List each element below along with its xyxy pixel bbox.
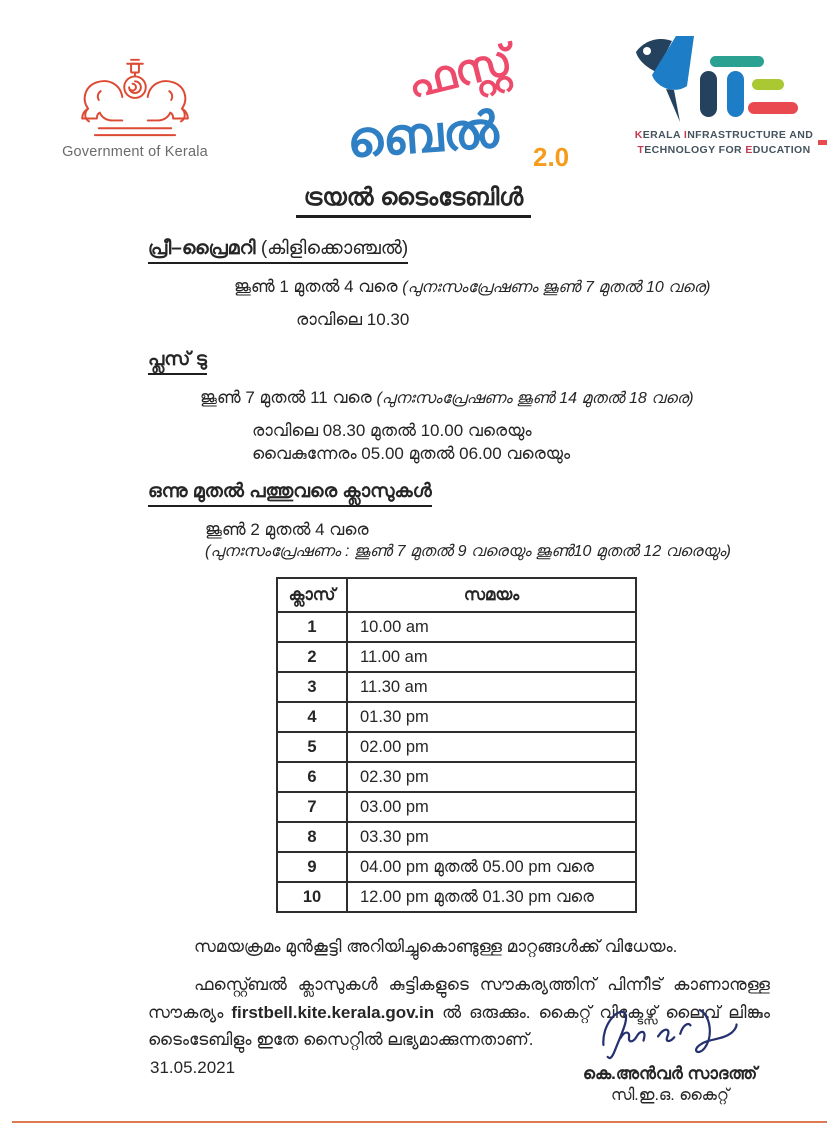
column-header-class: ക്ലാസ് xyxy=(277,578,347,612)
table-row xyxy=(277,852,636,882)
time-cell: 12.00 pm മുതൽ 01.30 pm വരെ xyxy=(347,882,636,912)
section-heading-bold: ഒന്നു മുതൽ പത്തുവരെ ക്ലാസുകൾ xyxy=(148,481,432,502)
schedule-time: രാവിലെ 08.30 മുതൽ 10.00 വരെയും xyxy=(252,421,532,440)
time-cell: 10.00 am xyxy=(347,612,636,642)
table-row xyxy=(277,732,636,762)
table-row xyxy=(277,612,636,642)
time-cell: 11.00 am xyxy=(347,642,636,672)
time-cell: 02.30 pm xyxy=(347,762,636,792)
timetable xyxy=(276,577,637,913)
table-header-row xyxy=(277,578,636,612)
table-row xyxy=(277,822,636,852)
class-cell: 7 xyxy=(277,792,347,822)
time-cell: 03.00 pm xyxy=(347,792,636,822)
table-row xyxy=(277,792,636,822)
kite-e-bottom-bar xyxy=(748,102,798,114)
section-heading-normal: (കിളിക്കൊഞ്ചൽ) xyxy=(255,238,409,259)
table-row xyxy=(277,882,636,912)
document-title-text: ട്രയൽ ടൈംടേബിൾ xyxy=(296,184,532,218)
time-cell: 03.30 pm xyxy=(347,822,636,852)
first-bell-logo xyxy=(345,35,595,182)
section-heading xyxy=(148,481,432,507)
schedule-line xyxy=(148,388,770,408)
class-cell: 10 xyxy=(277,882,347,912)
signature-icon xyxy=(570,998,770,1062)
first-bell-word2: ബെൽ xyxy=(345,101,501,169)
class-cell: 8 xyxy=(277,822,347,852)
kite-caption-text: ERALA xyxy=(642,129,684,141)
note-availability-text: ഫസ്റ്റ്ബെൽ ക്ലാസുകൾ കുട്ടികളുടെ സൗകര്യത്തിന് പിന്നീട് കാണാനുള്ള സൗകര്യം xyxy=(148,975,770,1022)
kite-k-glyph-icon xyxy=(634,36,700,124)
class-cell: 9 xyxy=(277,852,347,882)
section-heading-bold: പ്രീ–പ്രൈമറി xyxy=(148,238,256,259)
schedule-dates: ജൂൺ 2 മുതൽ 4 വരെ xyxy=(205,520,369,539)
document-body xyxy=(148,238,770,1054)
kite-logo xyxy=(628,34,820,158)
kerala-government-emblem-icon xyxy=(70,52,200,140)
table-row xyxy=(277,702,636,732)
time-cell: 02.00 pm xyxy=(347,732,636,762)
class-cell: 2 xyxy=(277,642,347,672)
schedule-line xyxy=(148,277,770,297)
kite-e-middle-bar xyxy=(752,79,784,90)
kite-caption-text: ECHNOLOGY FOR xyxy=(644,144,746,157)
kite-caption-initial: E xyxy=(745,144,753,157)
signatory-name: കെ.അൻവർ സാദത്ത് xyxy=(582,1064,758,1083)
class-cell: 1 xyxy=(277,612,347,642)
rebroadcast-note: (പുനഃസംപ്രേഷണം : ജൂൺ 7 മുതൽ 9 വരെയും ജൂൺ10 മുതൽ 12 വരെയും) xyxy=(205,543,731,560)
note-subject-to-change: സമയക്രമം മുൻകൂട്ടി അറിയിച്ചുകൊണ്ടുള്ള മാറ്റങ്ങൾക്ക് വിധേയം. xyxy=(194,937,678,956)
kite-logo-icon xyxy=(628,34,820,122)
document-title xyxy=(0,184,827,218)
time-cell: 11.30 am xyxy=(347,672,636,702)
signatory-role: സി.ഇ.ഒ. കൈറ്റ് xyxy=(610,1087,730,1104)
signature-block xyxy=(540,998,800,1105)
kite-t-top-bar xyxy=(710,56,764,67)
schedule-dates: ജൂൺ 7 മുതൽ 11 വരെ xyxy=(200,388,377,407)
time-cell: 01.30 pm xyxy=(347,702,636,732)
kite-caption xyxy=(628,128,820,158)
first-bell-version: 2.0 xyxy=(533,142,570,172)
note-availability-text: ൽ ഒരുക്കും. കൈറ്റ് വിക്ടേഴ്സ് ലൈവ് ലിങ്കും ടൈംടേബിളും ഇതേ സൈറ്റിൽ ലഭ്യമാക്കുന്നതാണ്. xyxy=(148,1002,770,1050)
government-of-kerala-label: Government of Kerala xyxy=(62,144,208,160)
schedule-time: രാവിലെ 10.30 xyxy=(296,310,410,329)
schedule-dates: ജൂൺ 1 മുതൽ 4 വരെ xyxy=(234,277,403,296)
schedule-time: വൈകുന്നേരം 05.00 മുതൽ 06.00 വരെയും xyxy=(252,444,571,463)
section-heading-bold: പ്ലസ് ടു xyxy=(148,349,207,370)
kite-i-bar xyxy=(700,71,717,117)
kite-caption-text: DUCATION xyxy=(752,144,811,157)
kite-t-stem-bar xyxy=(727,71,744,117)
first-bell-word1: ഫസ്റ്റ് xyxy=(402,35,517,108)
kite-caption-initial: I xyxy=(683,129,688,141)
site-link[interactable]: firstbell.kite.kerala.gov.in xyxy=(231,1002,435,1022)
column-header-time: സമയം xyxy=(347,578,636,612)
section-classes-1-10 xyxy=(148,481,770,561)
issue-date: 31.05.2021 xyxy=(150,1058,236,1077)
kite-caption-initial: K xyxy=(634,129,643,141)
bottom-rule xyxy=(12,1121,827,1123)
section-heading xyxy=(148,238,408,264)
class-cell: 3 xyxy=(277,672,347,702)
rebroadcast-note: (പുനഃസംപ്രേഷണം ജൂൺ 7 മുതൽ 10 വരെ) xyxy=(402,279,711,296)
government-of-kerala-block xyxy=(40,52,230,160)
section-pre-primary xyxy=(148,238,770,330)
kite-caption-text: NFRASTRUCTURE AND xyxy=(687,129,814,141)
kite-caption-initial: T xyxy=(637,144,645,157)
time-cell: 04.00 pm മുതൽ 05.00 pm വരെ xyxy=(347,852,636,882)
table-row xyxy=(277,762,636,792)
section-heading xyxy=(148,349,207,375)
section-plus-two xyxy=(148,349,770,464)
class-cell: 5 xyxy=(277,732,347,762)
table-row xyxy=(277,642,636,672)
rebroadcast-note: (പുനഃസംപ്രേഷണം ജൂൺ 14 മുതൽ 18 വരെ) xyxy=(376,390,694,407)
class-cell: 6 xyxy=(277,762,347,792)
scan-edge-mark xyxy=(818,140,827,145)
class-cell: 4 xyxy=(277,702,347,732)
table-row xyxy=(277,672,636,702)
